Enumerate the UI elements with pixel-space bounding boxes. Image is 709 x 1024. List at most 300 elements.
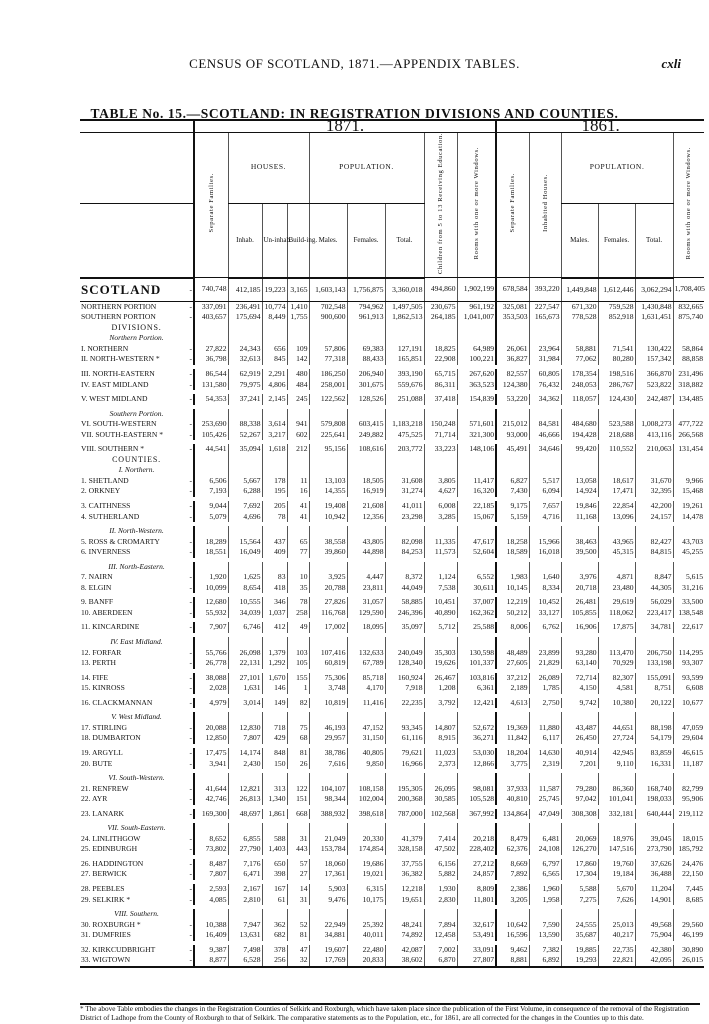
table-cell: 10,555	[228, 597, 262, 608]
table-cell: 412,185	[228, 278, 262, 302]
table-cell: 34,039	[228, 608, 262, 619]
table-cell: 2,291	[262, 369, 287, 380]
table-cell: 95,156	[309, 444, 347, 455]
table-cell: 362	[262, 920, 287, 931]
table-cell: 31,608	[385, 476, 424, 487]
empty-cell	[561, 712, 598, 723]
row-label: 2. ORKNEY	[81, 486, 121, 496]
table-cell: 1,208	[424, 683, 457, 694]
table-cell: 2,167	[228, 884, 262, 895]
empty-cell	[287, 637, 309, 648]
empty-cell	[424, 526, 457, 537]
table-cell: 75	[287, 723, 309, 734]
row-label: 3. CAITHNESS	[81, 501, 131, 511]
table-cell: 8,487	[194, 859, 228, 870]
table-cell: 1,037	[262, 608, 287, 619]
table-cell: 52,672	[457, 723, 496, 734]
table-cell: 3,925	[309, 572, 347, 583]
table-cell: 17,875	[598, 622, 635, 633]
table-cell: 11,023	[424, 748, 457, 759]
table-cell: 35,303	[424, 648, 457, 659]
table-cell: 9,044	[194, 501, 228, 512]
table-cell: 7,894	[424, 920, 457, 931]
table-cell: 6,827	[496, 476, 529, 487]
empty-cell	[309, 637, 347, 648]
table-cell: 44,305	[635, 583, 673, 594]
subsection-heading: II. North-Western.	[109, 526, 164, 536]
leader-dash: -	[189, 572, 192, 582]
leader-dash: -	[189, 858, 192, 868]
table-cell: 388,932	[309, 809, 347, 820]
table-cell: 39,045	[635, 834, 673, 845]
row-label: IV. EAST MIDLAND	[81, 379, 149, 389]
table-cell: 1,631	[228, 683, 262, 694]
empty-cell	[424, 823, 457, 834]
table-cell: 219,112	[673, 809, 704, 820]
row-label: 23. LANARK	[81, 808, 125, 818]
table-cell: 6,892	[529, 955, 561, 967]
table-cell: 494,860	[424, 278, 457, 302]
table-cell: 20,330	[347, 834, 385, 845]
table-cell: 13,590	[529, 930, 561, 941]
table-cell: 20,122	[635, 698, 673, 709]
empty-cell	[496, 526, 529, 537]
row-label: 27. BERWICK	[81, 869, 127, 879]
row-label: 5. ROSS & CROMARTY	[81, 536, 160, 546]
table-row	[80, 301, 704, 312]
table-cell: 19,261	[673, 501, 704, 512]
table-row	[80, 369, 704, 380]
table-cell: 81	[287, 930, 309, 941]
table-cell: 437	[262, 537, 287, 548]
table-cell: 332,181	[598, 809, 635, 820]
empty-cell	[529, 637, 561, 648]
empty-cell	[194, 909, 228, 920]
col-total: Total.	[385, 203, 424, 277]
table-cell: 37,007	[457, 597, 496, 608]
table-cell: 7,193	[194, 486, 228, 497]
table-cell: 44,651	[598, 723, 635, 734]
table-cell: 104,107	[309, 784, 347, 795]
table-cell: 47,059	[673, 723, 704, 734]
empty-cell	[347, 333, 385, 344]
table-cell: 36,827	[496, 354, 529, 365]
table-cell: 62,919	[228, 369, 262, 380]
table-cell: 337,091	[194, 301, 228, 312]
table-cell: 8,372	[385, 572, 424, 583]
empty-cell	[287, 465, 309, 476]
table-cell: 107,416	[309, 648, 347, 659]
table-cell: 47	[287, 945, 309, 956]
subsection-heading-row	[80, 409, 704, 420]
table-cell: 367,992	[457, 809, 496, 820]
table-cell: 20,088	[194, 723, 228, 734]
table-cell: 19,021	[347, 869, 385, 880]
table-cell: 71,541	[598, 344, 635, 355]
table-cell: 14,478	[673, 512, 704, 523]
table-cell: 240,049	[385, 648, 424, 659]
table-cell: 18,289	[194, 537, 228, 548]
table-cell: 33,091	[457, 945, 496, 956]
table-cell: 1,958	[529, 895, 561, 906]
table-cell: 1,403	[262, 844, 287, 855]
table-cell: 248,053	[561, 380, 598, 391]
empty-cell	[424, 773, 457, 784]
empty-cell	[385, 455, 424, 466]
empty-cell	[561, 333, 598, 344]
table-cell: 35,097	[385, 622, 424, 633]
row-label: 13. PERTH	[81, 658, 116, 668]
empty-cell	[635, 562, 673, 573]
table-body	[80, 278, 704, 967]
table-cell: 11,187	[673, 759, 704, 770]
empty-cell	[309, 712, 347, 723]
table-cell: 22,480	[347, 945, 385, 956]
table-cell: 212	[287, 444, 309, 455]
table-cell: 8,479	[496, 834, 529, 845]
subsection-heading-row	[80, 526, 704, 537]
table-cell: 82,557	[496, 369, 529, 380]
table-cell: 366,870	[635, 369, 673, 380]
table-cell: 168,740	[635, 784, 673, 795]
empty-cell	[529, 562, 561, 573]
table-cell: 7,382	[529, 945, 561, 956]
empty-cell	[309, 333, 347, 344]
table-cell: 27	[287, 869, 309, 880]
leader-dash: -	[189, 312, 192, 322]
empty-cell	[424, 637, 457, 648]
leader-dash: -	[189, 955, 192, 965]
table-cell: 325,081	[496, 301, 529, 312]
table-cell: 8,652	[194, 834, 228, 845]
row-label: 19. ARGYLL	[81, 747, 123, 757]
table-cell: 18,204	[496, 748, 529, 759]
table-cell: 10,175	[347, 895, 385, 906]
table-cell: 31,216	[673, 583, 704, 594]
empty-cell	[529, 773, 561, 784]
table-cell: 56,029	[635, 597, 673, 608]
table-cell: 1,497,505	[385, 301, 424, 312]
table-cell: 16,409	[194, 930, 228, 941]
table-cell: 6,481	[529, 834, 561, 845]
col-children-education: Children from 5 to 13 Receiving Education.	[424, 132, 457, 278]
empty-cell	[287, 909, 309, 920]
table-cell: 99,420	[561, 444, 598, 455]
table-cell: 12,219	[496, 597, 529, 608]
table-cell: 2,373	[424, 759, 457, 770]
table-cell: 10,642	[496, 920, 529, 931]
empty-cell	[262, 409, 287, 420]
table-cell: 12,866	[457, 759, 496, 770]
row-label: 29. SELKIRK *	[81, 894, 131, 904]
section-heading: COUNTIES.	[112, 454, 161, 464]
table-cell: 19,293	[561, 955, 598, 967]
empty-cell	[496, 823, 529, 834]
table-cell: 200,368	[385, 794, 424, 805]
table-cell: 61,116	[385, 733, 424, 744]
table-cell: 175,694	[228, 312, 262, 323]
empty-cell	[424, 562, 457, 573]
table-cell: 4,150	[561, 683, 598, 694]
table-cell: 22,908	[424, 354, 457, 365]
empty-cell	[262, 455, 287, 466]
table-cell: 16,049	[228, 547, 262, 558]
table-cell: 20,833	[347, 955, 385, 967]
empty-cell	[598, 465, 635, 476]
table-cell: 3,614	[262, 419, 287, 430]
table-cell: 8,685	[673, 895, 704, 906]
table-cell: 39,500	[561, 547, 598, 558]
section-heading: DIVISIONS.	[111, 322, 162, 332]
empty-cell	[635, 526, 673, 537]
table-cell: 6,552	[457, 572, 496, 583]
table-cell: 409	[262, 547, 287, 558]
empty-cell	[262, 823, 287, 834]
corner-cell-3	[80, 203, 194, 277]
empty-cell	[424, 465, 457, 476]
table-cell: 33,223	[424, 444, 457, 455]
leader-dash: -	[189, 536, 192, 546]
table-cell: 116,768	[309, 608, 347, 619]
table-cell: 32,613	[228, 354, 262, 365]
table-cell: 13,058	[561, 476, 598, 487]
empty-cell	[262, 562, 287, 573]
table-cell: 40,890	[424, 608, 457, 619]
table-cell: 108,616	[347, 444, 385, 455]
table-cell: 105,528	[457, 794, 496, 805]
empty-cell	[347, 455, 385, 466]
table-row	[80, 547, 704, 558]
table-cell: 178	[262, 476, 287, 487]
table-cell: 18,060	[309, 859, 347, 870]
table-cell: 122	[287, 784, 309, 795]
table-cell: 941	[287, 419, 309, 430]
leader-dash: -	[189, 647, 192, 657]
empty-cell	[673, 465, 704, 476]
table-cell: 18,015	[673, 834, 704, 845]
table-cell: 3,941	[194, 759, 228, 770]
empty-cell	[287, 409, 309, 420]
table-cell: 118,062	[598, 608, 635, 619]
empty-cell	[529, 909, 561, 920]
table-cell: 24,555	[561, 920, 598, 931]
table-cell: 286,767	[598, 380, 635, 391]
row-label: 21. RENFREW	[81, 783, 129, 793]
leader-dash: -	[189, 833, 192, 843]
table-cell: 7,616	[309, 759, 347, 770]
table-cell: 848	[262, 748, 287, 759]
table-cell: 78	[262, 512, 287, 523]
empty-cell	[309, 409, 347, 420]
table-cell: 678,584	[496, 278, 529, 302]
table-cell: 2,386	[496, 884, 529, 895]
census-table-frame	[80, 116, 705, 1004]
table-cell: 79,621	[385, 748, 424, 759]
table-cell: 54,353	[194, 394, 228, 405]
table-cell: 109	[287, 344, 309, 355]
empty-cell	[194, 823, 228, 834]
table-cell: 668	[287, 809, 309, 820]
empty-cell	[385, 823, 424, 834]
table-cell: 215,012	[496, 419, 529, 430]
table-cell: 63,140	[561, 658, 598, 669]
table-cell: 10,380	[598, 698, 635, 709]
table-cell: 246,396	[385, 608, 424, 619]
table-cell: 523,588	[598, 419, 635, 430]
empty-cell	[496, 562, 529, 573]
table-cell: 128,526	[347, 394, 385, 405]
row-label: 31. DUMFRIES	[81, 930, 131, 940]
empty-cell	[673, 773, 704, 784]
table-cell: 43,965	[598, 537, 635, 548]
table-cell: 1,960	[529, 884, 561, 895]
table-cell: 258,001	[309, 380, 347, 391]
table-cell: 20,069	[561, 834, 598, 845]
empty-cell	[194, 526, 228, 537]
table-cell: 47,617	[457, 537, 496, 548]
table-cell: 6,094	[529, 486, 561, 497]
table-cell: 18,505	[347, 476, 385, 487]
empty-cell	[561, 773, 598, 784]
empty-cell	[194, 773, 228, 784]
table-cell: 11,168	[561, 512, 598, 523]
subsection-heading-row	[80, 465, 704, 476]
table-cell: 10,677	[673, 698, 704, 709]
empty-cell	[673, 526, 704, 537]
table-cell: 31,984	[529, 354, 561, 365]
empty-cell	[287, 333, 309, 344]
table-cell: 62,376	[496, 844, 529, 855]
empty-cell	[598, 526, 635, 537]
table-cell: 7,414	[424, 834, 457, 845]
table-cell: 26,450	[561, 733, 598, 744]
table-cell: 8,881	[496, 955, 529, 967]
table-cell: 27,101	[228, 673, 262, 684]
table-cell: 363,523	[457, 380, 496, 391]
table-cell: 150,248	[424, 419, 457, 430]
empty-cell	[424, 323, 457, 334]
col-building: Build-ing.	[287, 203, 309, 277]
houses-group-heading: HOUSES.	[228, 132, 309, 203]
row-label: II. NORTH-WESTERN *	[81, 354, 160, 364]
subsection-heading-row	[80, 823, 704, 834]
empty-cell	[385, 526, 424, 537]
table-cell: 19,760	[598, 859, 635, 870]
table-cell: 38,088	[194, 673, 228, 684]
table-cell: 1,340	[262, 794, 287, 805]
table-cell: 67,789	[347, 658, 385, 669]
table-cell: 86,311	[424, 380, 457, 391]
table-cell: 69,383	[347, 344, 385, 355]
table-cell: 37,241	[228, 394, 262, 405]
leader-dash: -	[189, 597, 192, 607]
table-row	[80, 380, 704, 391]
empty-cell	[347, 409, 385, 420]
table-cell: 36,798	[194, 354, 228, 365]
empty-cell	[287, 526, 309, 537]
table-cell: 131,580	[194, 380, 228, 391]
table-cell: 34,646	[529, 444, 561, 455]
table-cell: 2,145	[262, 394, 287, 405]
table-cell: 8,006	[496, 622, 529, 633]
table-cell: 3,062,294	[635, 278, 673, 302]
table-cell: 186,250	[309, 369, 347, 380]
table-cell: 165,851	[385, 354, 424, 365]
table-cell: 4,979	[194, 698, 228, 709]
row-label: 20. BUTE	[81, 758, 113, 768]
table-cell: 4,447	[347, 572, 385, 583]
table-cell: 412	[262, 622, 287, 633]
row-label: 24. LINLITHGOW	[81, 833, 141, 843]
table-row	[80, 608, 704, 619]
table-row	[80, 394, 704, 405]
footnote: * The above Table embodies the changes in the Registration Counties of Selkirk and Roxburgh, which have taken place since the publication of the First Volume, in consequence of the removal of the Registration District of Ladhope from the County of Roxburgh to that of Selkirk. The comparative statements as to the Population, etc., for 1861, are all corrected for the changes in the Counties up to this date.	[80, 1003, 700, 1022]
table-cell: 12,821	[228, 784, 262, 795]
table-cell: 52	[287, 920, 309, 931]
table-cell: 7,176	[228, 859, 262, 870]
empty-cell	[309, 909, 347, 920]
col-rooms-windows: Rooms with one or more Windows.	[457, 132, 496, 278]
table-cell: 25,745	[529, 794, 561, 805]
table-row	[80, 859, 704, 870]
table-cell: 273,790	[635, 844, 673, 855]
table-cell: 60,805	[529, 369, 561, 380]
table-cell: 75,904	[635, 930, 673, 941]
table-cell: 46,193	[309, 723, 347, 734]
empty-cell	[262, 323, 287, 334]
empty-cell	[457, 637, 496, 648]
table-cell: 25,588	[457, 622, 496, 633]
table-cell: 206,750	[635, 648, 673, 659]
table-row	[80, 869, 704, 880]
table-cell: 26,095	[424, 784, 457, 795]
empty-cell	[496, 409, 529, 420]
table-cell: 54,179	[635, 733, 673, 744]
empty-cell	[457, 909, 496, 920]
table-cell: 3,285	[424, 512, 457, 523]
empty-cell	[262, 712, 287, 723]
table-cell: 134,864	[496, 809, 529, 820]
table-cell: 484,680	[561, 419, 598, 430]
table-cell: 22,949	[309, 920, 347, 931]
table-cell: 74,892	[385, 930, 424, 941]
table-row	[80, 597, 704, 608]
table-cell: 36,488	[635, 869, 673, 880]
table-cell: 9,742	[561, 698, 598, 709]
subsection-heading: VII. South-Eastern.	[107, 823, 166, 833]
table-cell: 22,617	[673, 622, 704, 633]
empty-cell	[598, 909, 635, 920]
empty-cell	[194, 637, 228, 648]
empty-cell	[561, 323, 598, 334]
empty-cell	[673, 333, 704, 344]
table-cell: 14,355	[309, 486, 347, 497]
table-cell: 588	[262, 834, 287, 845]
table-row	[80, 723, 704, 734]
corner-cell	[80, 120, 194, 132]
table-cell: 35,687	[561, 930, 598, 941]
table-cell: 38,558	[309, 537, 347, 548]
table-cell: 17,471	[598, 486, 635, 497]
leader-dash: -	[189, 582, 192, 592]
table-cell: 10,451	[424, 597, 457, 608]
table-cell: 18,617	[598, 476, 635, 487]
empty-cell	[673, 323, 704, 334]
leader-dash: -	[189, 343, 192, 353]
table-cell: 100,221	[457, 354, 496, 365]
table-cell: 128,340	[385, 658, 424, 669]
empty-cell	[529, 526, 561, 537]
